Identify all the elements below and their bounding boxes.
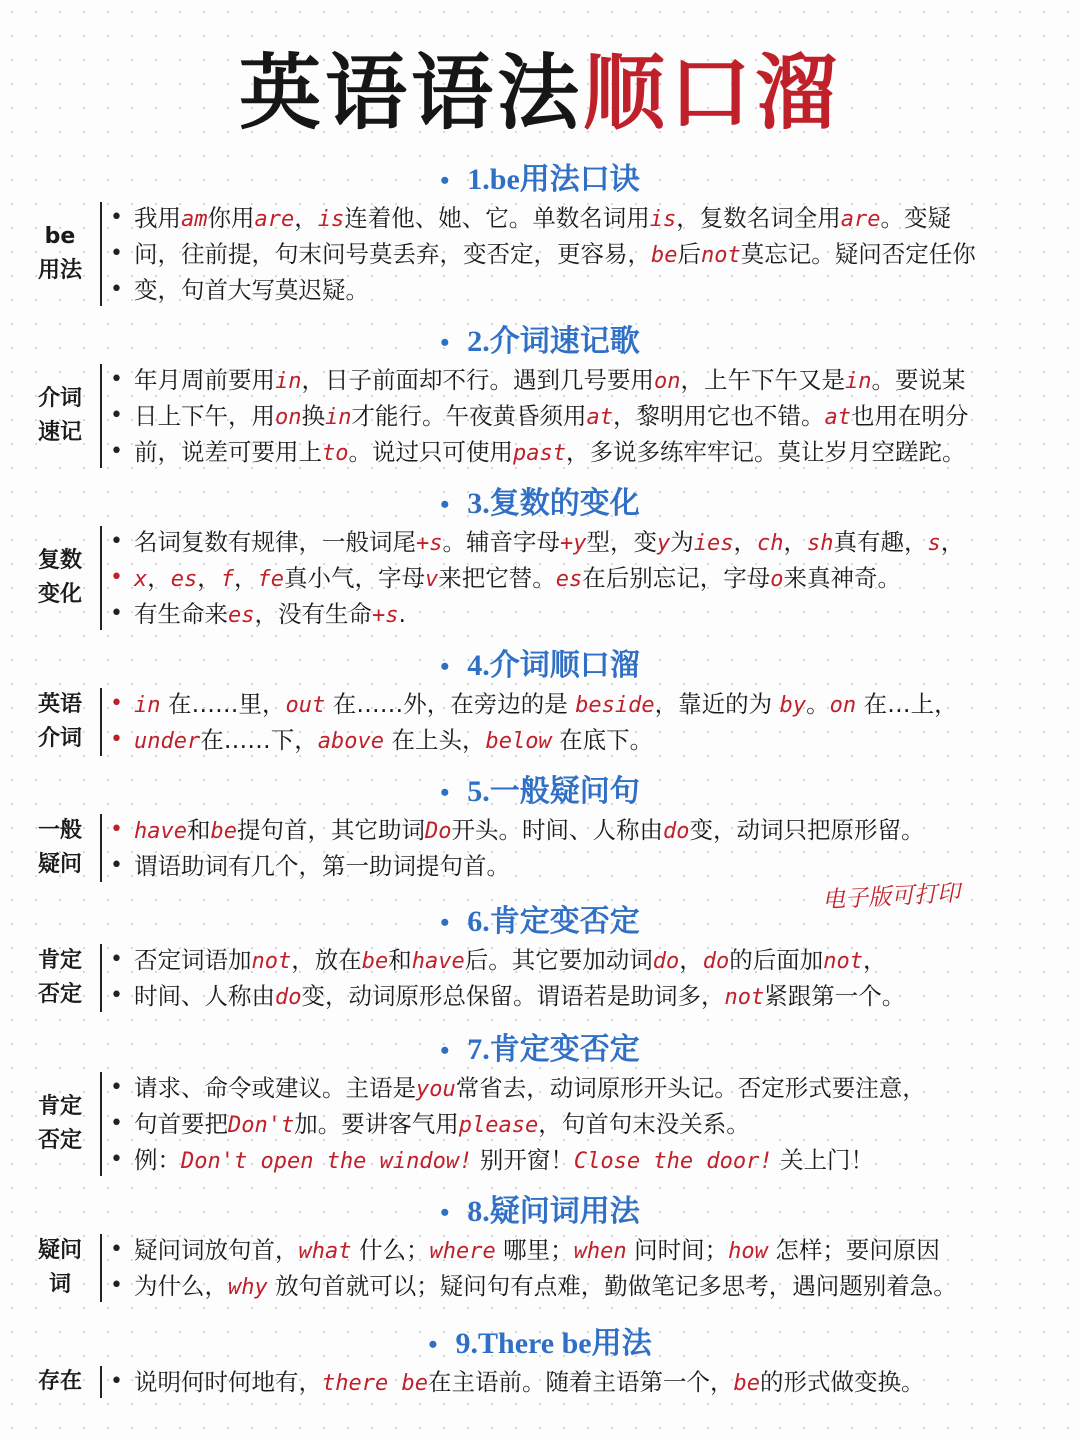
text-segment: 问，往前提，句末问号莫丢弃，变否定，更容易， xyxy=(134,240,651,268)
bullet-icon: • xyxy=(110,1369,123,1394)
english-term: to xyxy=(322,441,349,466)
bullet-icon: • xyxy=(110,853,123,878)
english-term: past xyxy=(513,441,566,466)
list-item xyxy=(108,1070,1060,1106)
text-segment: ， xyxy=(234,564,258,592)
side-label xyxy=(24,362,96,470)
text-segment: 后。其它要加动词 xyxy=(464,946,653,974)
english-term: x xyxy=(134,567,148,592)
english-term: Don't xyxy=(228,1113,295,1138)
bullet-icon: • xyxy=(110,983,123,1008)
bullet-icon: • xyxy=(110,691,123,716)
english-term: on xyxy=(275,405,302,430)
english-term: why xyxy=(228,1275,268,1300)
bullet-icon: • xyxy=(110,403,123,428)
side-label-text: 否定 xyxy=(37,982,82,1007)
title-part2: 顺口溜 xyxy=(583,46,842,141)
bullet-icon: • xyxy=(110,947,123,972)
section-body xyxy=(0,686,1080,758)
bullet-icon: • xyxy=(110,367,123,392)
text-segment: 和 xyxy=(388,946,412,974)
text-segment: 为 xyxy=(670,528,694,556)
english-term: at xyxy=(824,405,851,430)
text-segment: 为什么， xyxy=(134,1272,228,1300)
text-segment: ，黎明用它也不错。 xyxy=(613,402,825,430)
section-4 xyxy=(0,646,1080,758)
bullet-icon: • xyxy=(110,565,123,590)
section-2 xyxy=(0,322,1080,470)
text-segment: 的后面加 xyxy=(729,946,824,974)
side-label-text: 变化 xyxy=(37,582,82,607)
side-label-text: 疑问 xyxy=(37,852,82,877)
english-term: do xyxy=(275,985,302,1010)
bullet-icon: • xyxy=(110,601,123,626)
list-item xyxy=(108,812,1060,848)
bullet-icon: • xyxy=(110,1111,123,1136)
side-label xyxy=(24,812,96,884)
text-segment: 来真神奇。 xyxy=(783,564,901,592)
bullet-icon: • xyxy=(110,529,123,554)
english-term: fe xyxy=(257,567,284,592)
english-term: not xyxy=(251,949,292,974)
side-label-text: 英语 xyxy=(37,692,82,717)
english-term: what xyxy=(298,1239,352,1264)
text-segment: 例： xyxy=(134,1146,181,1174)
text-segment: ，多说多练牢牢记。莫让岁月空蹉跎。 xyxy=(565,438,966,466)
english-term: +s xyxy=(372,603,399,628)
bullet-icon: • xyxy=(110,439,123,464)
bullet-list xyxy=(108,524,1060,632)
text-segment: ， xyxy=(783,528,807,556)
bullet-list xyxy=(108,1364,1060,1400)
english-term: above xyxy=(317,729,384,754)
section-heading-text: 3.复数的变化 xyxy=(467,487,640,520)
section-heading xyxy=(0,322,1080,362)
side-label xyxy=(24,1232,96,1304)
section-heading-text: 7.肯定变否定 xyxy=(467,1033,640,1066)
english-term: Do xyxy=(424,819,452,844)
text-segment: 怎样；要问原因 xyxy=(767,1236,940,1264)
text-segment: 谓语助词有几个，第一助词提句首。 xyxy=(134,852,510,880)
list-item xyxy=(108,978,1060,1014)
bullet-dot-icon: • xyxy=(440,490,450,519)
text-segment: 在……外，在旁边的是 xyxy=(325,690,576,718)
english-term: in xyxy=(845,369,872,394)
english-term: where xyxy=(429,1239,496,1264)
bullet-dot-icon: • xyxy=(440,1036,450,1065)
side-label-text: 用法 xyxy=(37,258,82,283)
side-label-text: 一般 xyxy=(37,818,82,843)
text-segment: ，靠近的为 xyxy=(654,690,780,718)
english-term: +y xyxy=(560,531,587,556)
list-item xyxy=(108,236,1060,272)
section-heading-text: 1.be用法口诀 xyxy=(467,163,640,196)
section-heading-text: 2.介词速记歌 xyxy=(467,325,640,358)
section-6 xyxy=(0,902,1080,1014)
text-segment: 请求、命令或建议。主语是 xyxy=(134,1074,416,1102)
text-segment: 紧跟第一个。 xyxy=(764,982,906,1010)
english-term: am xyxy=(181,207,208,232)
english-term: have xyxy=(134,819,187,844)
bullet-icon: • xyxy=(110,205,123,230)
english-term: be xyxy=(210,819,237,844)
english-term: es xyxy=(555,567,583,592)
text-segment: ，上午下午又是 xyxy=(680,366,845,394)
page-title xyxy=(0,28,1080,145)
english-term: do xyxy=(662,819,690,844)
bullet-list xyxy=(108,686,1060,758)
english-term: please xyxy=(458,1113,539,1138)
text-segment: 什么； xyxy=(351,1236,430,1264)
text-segment: 哪里； xyxy=(495,1236,574,1264)
section-heading xyxy=(0,1030,1080,1070)
section-heading xyxy=(0,1192,1080,1232)
text-segment: 和 xyxy=(186,816,211,844)
section-body xyxy=(0,942,1080,1014)
text-segment: . xyxy=(398,600,406,628)
text-segment: 疑问词放句首， xyxy=(134,1236,299,1264)
text-segment: 来把它替。 xyxy=(438,564,556,592)
english-term: on xyxy=(829,693,857,718)
text-segment: 型，变 xyxy=(586,528,657,556)
side-label xyxy=(24,524,96,632)
title-part1: 英语语法 xyxy=(238,46,583,141)
english-term: not xyxy=(823,949,863,974)
section-body xyxy=(0,362,1080,470)
text-segment: 年月周前要用 xyxy=(134,366,275,394)
bullet-icon: • xyxy=(110,277,123,302)
section-9 xyxy=(0,1324,1080,1400)
bullet-icon: • xyxy=(110,1075,123,1100)
text-segment: 句首要把 xyxy=(134,1110,228,1138)
divider-line xyxy=(100,1072,102,1176)
text-segment: 在……里， xyxy=(160,690,286,718)
side-label-text: 肯定 xyxy=(37,1094,82,1119)
bullet-list xyxy=(108,1232,1060,1304)
text-segment: 关上门！ xyxy=(772,1146,875,1174)
side-label-text: 疑问 xyxy=(37,1238,82,1263)
text-segment: 常省去，动词原形开头记。否定形式要注意， xyxy=(455,1074,926,1102)
bullet-list xyxy=(108,1070,1060,1178)
side-label xyxy=(24,1364,96,1400)
english-term: in xyxy=(275,369,302,394)
side-label-text: 介词 xyxy=(37,726,82,751)
english-term: in xyxy=(134,693,161,718)
list-item xyxy=(108,1232,1060,1268)
english-term: Don't open the window! xyxy=(181,1149,473,1174)
english-term: at xyxy=(586,405,613,430)
english-term: be xyxy=(733,1371,760,1396)
english-term: ch xyxy=(757,531,784,556)
text-segment: 莫忘记。疑问否定任你 xyxy=(740,240,976,268)
side-label-text: 介词 xyxy=(37,386,82,411)
english-term: Close the door! xyxy=(573,1149,773,1174)
text-segment: 变，句首大写莫迟疑。 xyxy=(134,276,369,304)
section-body xyxy=(0,524,1080,632)
bullet-dot-icon: • xyxy=(440,166,450,195)
english-term: below xyxy=(485,729,552,754)
text-segment: 。说过只可使用 xyxy=(348,438,513,466)
section-heading-text: 6.肯定变否定 xyxy=(467,905,640,938)
text-segment: 才能行。午夜黄昏须用 xyxy=(351,402,587,430)
text-segment: ， xyxy=(197,564,221,592)
bullet-dot-icon: • xyxy=(440,328,450,357)
bullet-list xyxy=(108,812,1060,884)
english-term: ies xyxy=(693,531,734,556)
text-segment: 也用在明分 xyxy=(851,402,969,430)
section-7 xyxy=(0,1030,1080,1178)
text-segment: 的形式做变换。 xyxy=(759,1368,925,1396)
english-term: s xyxy=(927,531,941,556)
text-segment: 放句首就可以；疑问句有点难，勤做笔记多思考，遇问题别着急。 xyxy=(267,1272,957,1300)
text-segment: 变，动词只把原形留。 xyxy=(689,816,925,844)
section-heading xyxy=(0,160,1080,200)
list-item xyxy=(108,942,1060,978)
list-item xyxy=(108,272,1060,308)
section-body xyxy=(0,200,1080,308)
divider-line xyxy=(100,526,102,630)
bullet-icon: • xyxy=(110,817,123,842)
bullet-icon: • xyxy=(110,727,123,752)
text-segment: 。要说某 xyxy=(871,366,966,394)
side-label-text: be xyxy=(44,224,76,249)
text-segment: 后 xyxy=(677,240,701,268)
list-item xyxy=(108,398,1060,434)
list-item xyxy=(108,722,1060,758)
english-term: do xyxy=(702,949,730,974)
side-label-text: 存在 xyxy=(37,1369,82,1394)
list-item xyxy=(108,1364,1060,1400)
list-item xyxy=(108,362,1060,398)
english-term: you xyxy=(416,1077,456,1102)
text-segment: ，放在 xyxy=(291,946,362,974)
section-8 xyxy=(0,1192,1080,1304)
text-segment: ，复数名词全用 xyxy=(676,204,841,232)
section-heading-text: 9.There be用法 xyxy=(455,1327,652,1360)
text-segment: 有生命来 xyxy=(134,600,228,628)
english-term: in xyxy=(325,405,352,430)
list-item xyxy=(108,1106,1060,1142)
bullet-icon: • xyxy=(110,1237,123,1262)
divider-line xyxy=(100,202,102,306)
bullet-dot-icon: • xyxy=(440,908,450,937)
section-body xyxy=(0,812,1080,884)
bullet-icon: • xyxy=(110,241,123,266)
bullet-list xyxy=(108,200,1060,308)
english-term: v xyxy=(425,567,439,592)
section-heading xyxy=(0,1324,1080,1364)
text-segment: ， xyxy=(940,528,965,556)
text-segment: 变，动词原形总保留。谓语若是助词多， xyxy=(301,982,725,1010)
text-segment: 日上下午，用 xyxy=(134,402,275,430)
text-segment: 真小气，字母 xyxy=(284,564,425,592)
text-segment: 加。要讲客气用 xyxy=(294,1110,459,1138)
english-term: do xyxy=(652,949,680,974)
english-term: es xyxy=(228,603,255,628)
english-term: be xyxy=(361,949,389,974)
section-heading-text: 5.一般疑问句 xyxy=(467,775,640,808)
list-item xyxy=(108,200,1060,236)
section-heading xyxy=(0,772,1080,812)
english-term: not xyxy=(724,985,765,1010)
text-segment: 在后别忘记，字母 xyxy=(582,564,771,592)
text-segment: ， xyxy=(147,564,171,592)
section-body xyxy=(0,1364,1080,1400)
bullet-list xyxy=(108,362,1060,470)
text-segment: 我用 xyxy=(134,204,181,232)
divider-line xyxy=(100,688,102,756)
section-heading xyxy=(0,646,1080,686)
text-segment: ，没有生命 xyxy=(254,600,372,628)
section-1 xyxy=(0,160,1080,308)
text-segment: 。变疑 xyxy=(880,204,951,232)
text-segment: ， xyxy=(733,528,757,556)
side-label xyxy=(24,1070,96,1178)
divider-line xyxy=(100,1234,102,1302)
english-term: by xyxy=(779,693,807,718)
english-term: o xyxy=(770,567,784,592)
english-term: is xyxy=(649,207,677,232)
list-item xyxy=(108,434,1060,470)
english-term: on xyxy=(654,369,681,394)
english-term: when xyxy=(573,1239,627,1264)
english-term: +s xyxy=(416,531,443,556)
text-segment: ， xyxy=(679,946,703,974)
section-3 xyxy=(0,484,1080,632)
text-segment: 说明何时何地有， xyxy=(134,1368,322,1396)
bullet-dot-icon: • xyxy=(428,1330,438,1359)
text-segment: 你用 xyxy=(207,204,255,232)
text-segment: 名词复数有规律，一般词尾 xyxy=(134,528,416,556)
text-segment: 在…上， xyxy=(856,690,958,718)
side-label-text: 复数 xyxy=(37,548,82,573)
english-term: es xyxy=(170,567,198,592)
text-segment: ， xyxy=(294,204,318,232)
english-term: how xyxy=(728,1239,768,1264)
english-term: be xyxy=(651,243,678,268)
text-segment: 提句首，其它助词 xyxy=(236,816,425,844)
side-label-text: 肯定 xyxy=(37,948,82,973)
text-segment: 真有趣， xyxy=(833,528,928,556)
english-term: out xyxy=(285,693,326,718)
side-label-text: 词 xyxy=(48,1272,71,1297)
text-segment: 别开窗！ xyxy=(472,1146,574,1174)
text-segment: 。辅音字母 xyxy=(442,528,560,556)
text-segment: 。 xyxy=(806,690,830,718)
divider-line xyxy=(100,944,102,1012)
english-term: f xyxy=(220,567,234,592)
bullet-dot-icon: • xyxy=(440,778,450,807)
text-segment: 换 xyxy=(301,402,325,430)
english-term: sh xyxy=(807,531,834,556)
list-item xyxy=(108,596,1060,632)
english-term: beside xyxy=(575,693,655,718)
divider-line xyxy=(100,1366,102,1398)
bullet-dot-icon: • xyxy=(440,1198,450,1227)
side-label-text: 速记 xyxy=(37,420,82,445)
list-item xyxy=(108,524,1060,560)
list-item xyxy=(108,560,1060,596)
list-item xyxy=(108,686,1060,722)
side-label xyxy=(24,942,96,1014)
text-segment: 开头。时间、人称由 xyxy=(451,816,663,844)
text-segment: 否定词语加 xyxy=(134,946,252,974)
english-term: are xyxy=(254,207,295,232)
list-item xyxy=(108,1268,1060,1304)
printable-note: 电子版可打印 xyxy=(821,880,961,914)
text-segment: 在……下， xyxy=(200,726,318,754)
section-body xyxy=(0,1070,1080,1178)
text-segment: ，日子前面却不行。遇到几号要用 xyxy=(301,366,654,394)
side-label-text: 否定 xyxy=(37,1128,82,1153)
bullet-icon: • xyxy=(110,1147,123,1172)
divider-line xyxy=(100,364,102,468)
english-term: y xyxy=(657,531,671,556)
text-segment: 在主语前。随着主语第一个， xyxy=(427,1368,734,1396)
english-term: have xyxy=(411,949,465,974)
text-segment: 在上头， xyxy=(383,726,486,754)
english-term: there be xyxy=(322,1371,428,1396)
english-term: not xyxy=(701,243,741,268)
section-body xyxy=(0,1232,1080,1304)
text-segment: ， xyxy=(862,946,887,974)
text-segment: 问时间； xyxy=(626,1236,729,1264)
text-segment: 连着他、她、它。单数名词用 xyxy=(344,204,650,232)
section-heading-text: 8.疑问词用法 xyxy=(467,1195,640,1228)
bullet-list xyxy=(108,942,1060,1014)
english-term: under xyxy=(134,729,201,754)
text-segment: 前，说差可要用上 xyxy=(134,438,322,466)
section-heading xyxy=(0,484,1080,524)
side-label xyxy=(24,200,96,308)
text-segment: ，句首句末没关系。 xyxy=(538,1110,750,1138)
bullet-dot-icon: • xyxy=(440,652,450,681)
english-term: is xyxy=(317,207,345,232)
text-segment: 在底下。 xyxy=(551,726,654,754)
divider-line xyxy=(100,814,102,882)
list-item xyxy=(108,1142,1060,1178)
english-term: are xyxy=(840,207,881,232)
bullet-icon: • xyxy=(110,1273,123,1298)
section-heading-text: 4.介词顺口溜 xyxy=(467,649,640,682)
text-segment: 时间、人称由 xyxy=(134,982,275,1010)
side-label xyxy=(24,686,96,758)
section-5 xyxy=(0,772,1080,884)
